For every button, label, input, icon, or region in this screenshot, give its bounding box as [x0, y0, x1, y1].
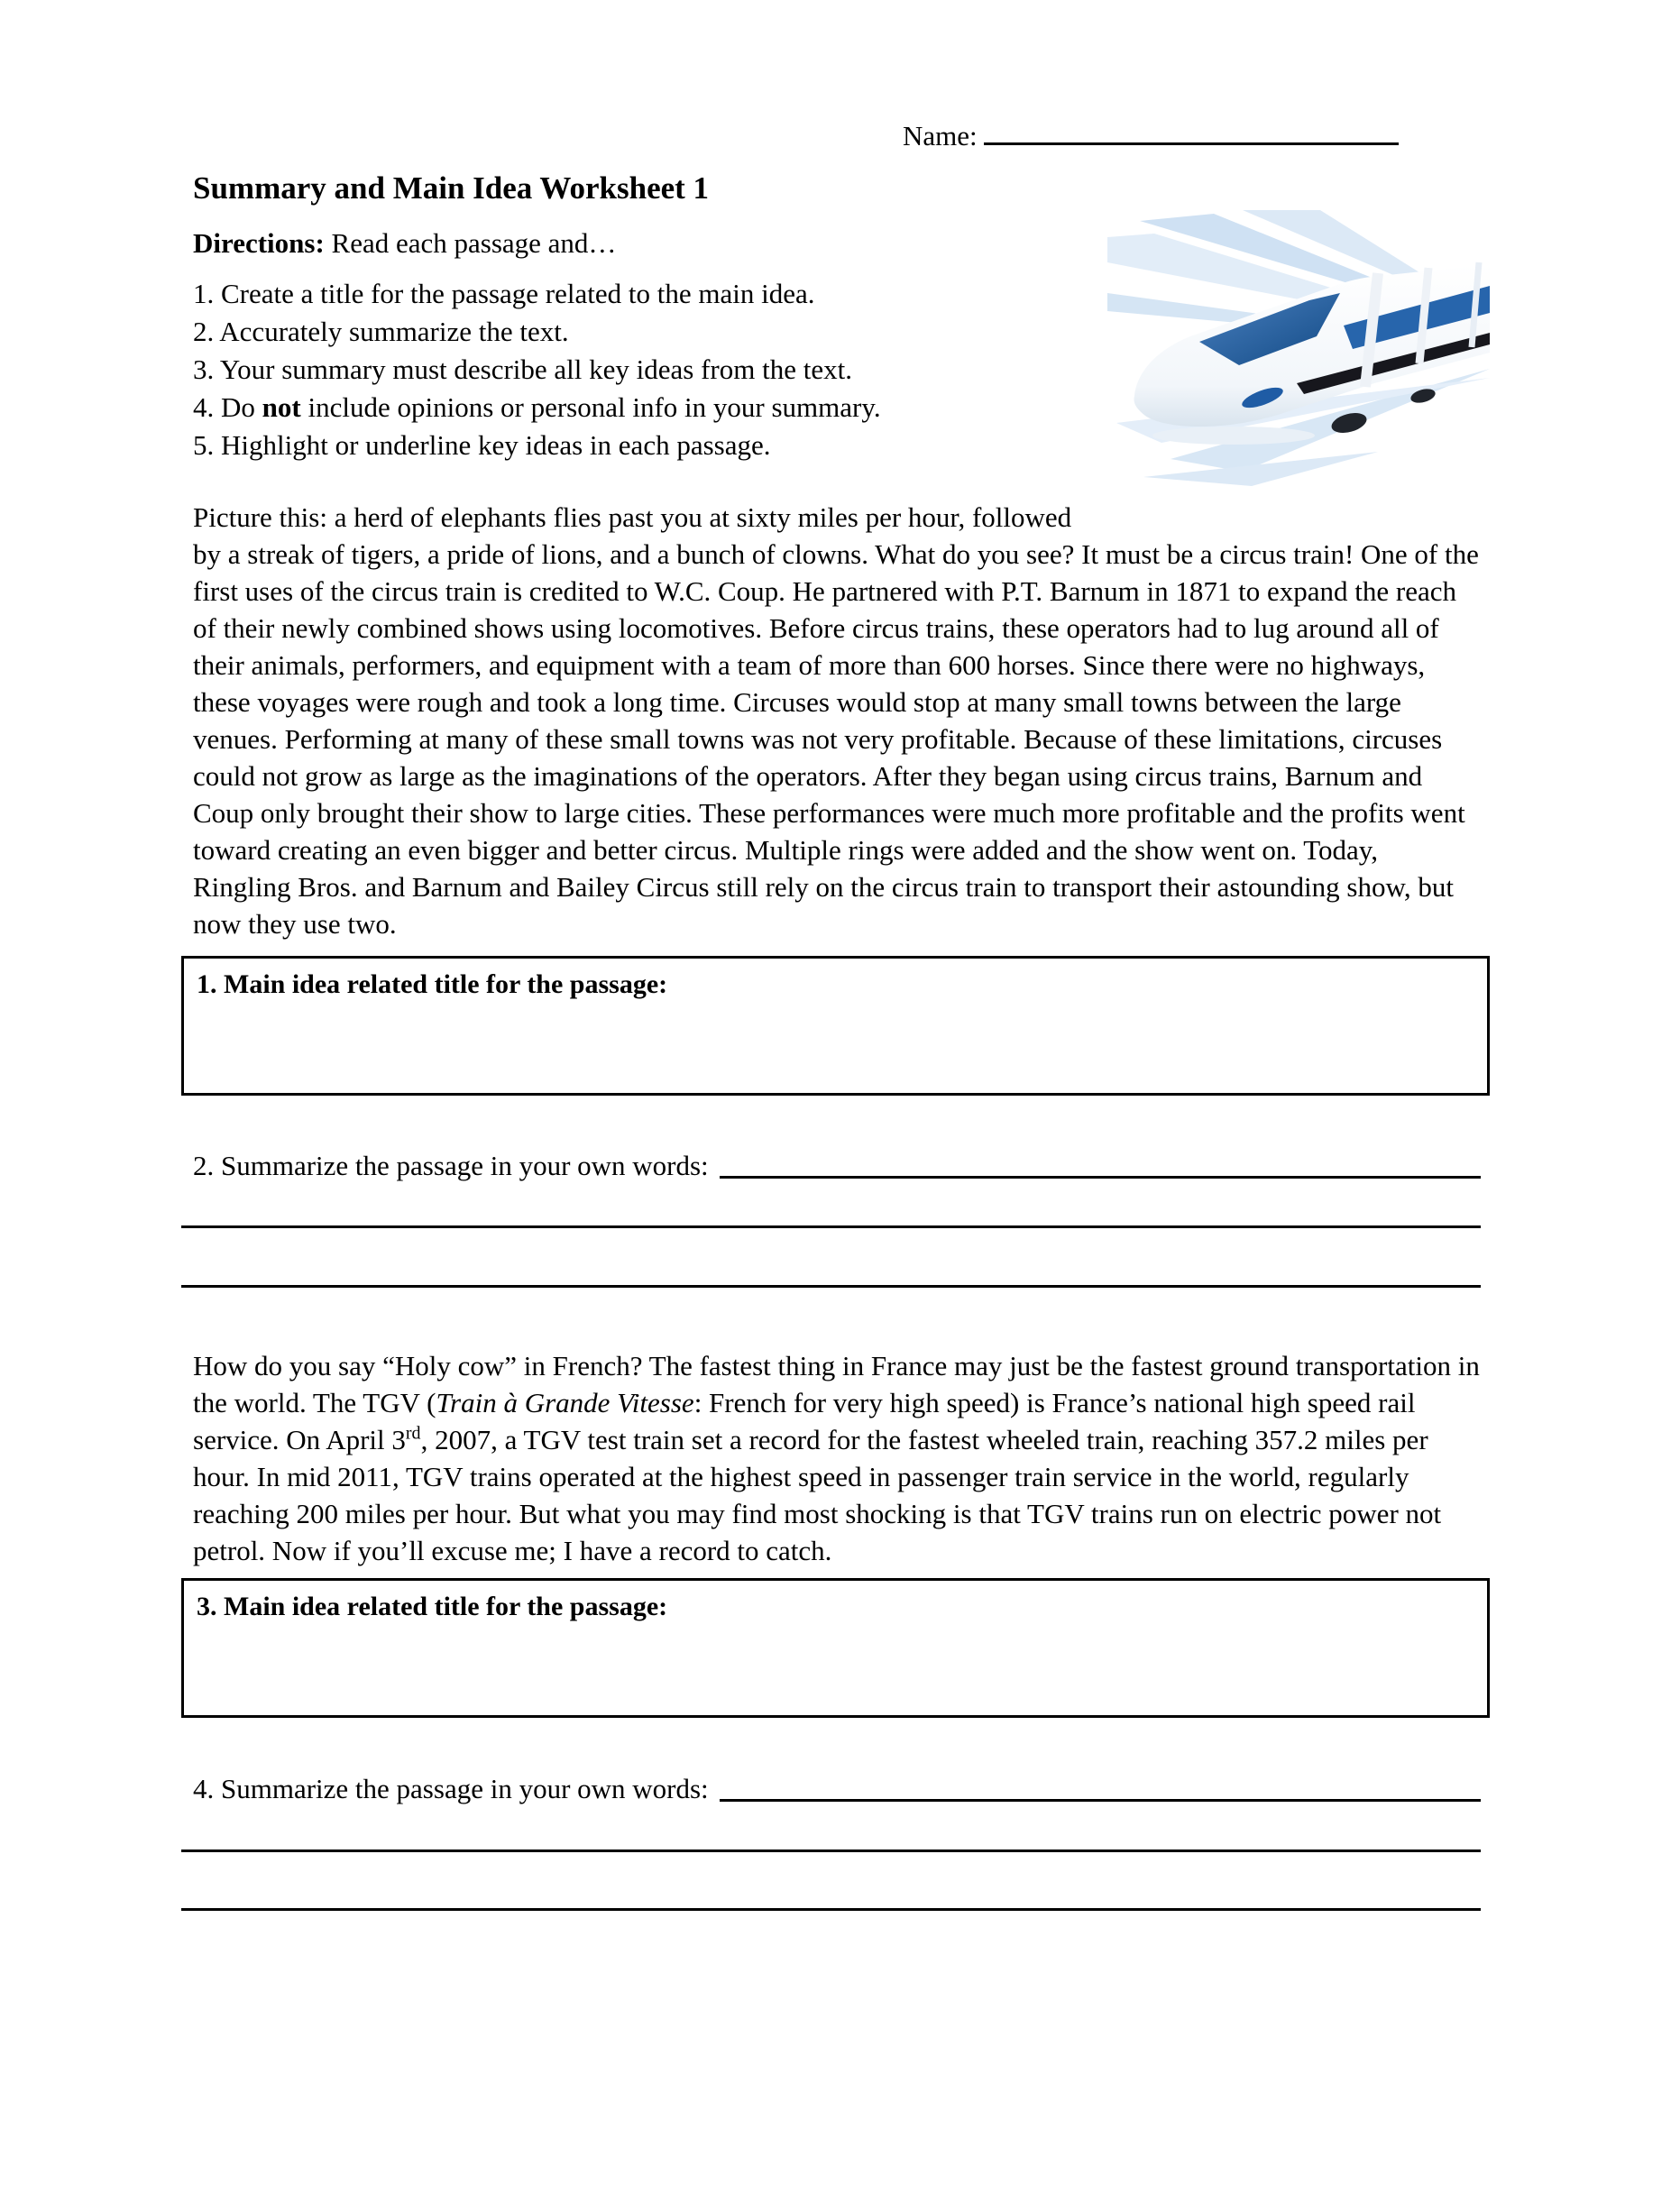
- answer-box-3-label: 3. Main idea related title for the passage:: [197, 1592, 668, 1621]
- instruction-bold: not: [262, 391, 301, 423]
- instruction-text: 1. Create a title for the passage related to the main idea.: [193, 278, 815, 309]
- directions-text: Read each passage and…: [324, 227, 617, 259]
- passage-2: [193, 1347, 1483, 1569]
- page-title: Summary and Main Idea Worksheet 1: [193, 170, 710, 206]
- answer-box-1[interactable]: [181, 956, 1490, 1096]
- instruction-text: include opinions or personal info in your summary.: [300, 391, 881, 423]
- question-4-label: 4. Summarize the passage in your own words:: [193, 1773, 709, 1804]
- instruction-text: 3. Your summary must describe all key ideas from the text.: [193, 353, 852, 385]
- high-speed-train-icon: [1107, 210, 1490, 491]
- writing-line[interactable]: [181, 1908, 1481, 1911]
- passage-1: Picture this: a herd of elephants flies past you at sixty miles per hour, followed by a streak of tigers, a pride of lions, and a bunch of clowns. What do you see? It must be a circus train! One of the first uses of the circus train is credited to W.C. Coup. He partnered with P.T. Barnum in 1871 to expand the reach of their newly combined shows using locomotives. Before circus trains, these operators had to lug around all of their animals, performers, and equipment with a team of more than 600 horses. Since there were no highways, these voyages were rough and took a long time. Circuses would stop at many small towns between the large venues. Performing at many of these small towns was not very profitable. Because of these limitations, circuses could not grow as large as the imaginations of the operators. After they began using circus trains, Barnum and Coup only brought their show to large cities. These performances were much more profitable and the profits went toward creating an even bigger and better circus. Multiple rings were added and the show went on. Today, Ringling Bros. and Barnum and Bailey Circus still rely on the circus train to transport their astounding show, but now they use two.: [193, 501, 1479, 940]
- answer-box-1-label: 1. Main idea related title for the passage:: [197, 969, 668, 999]
- question-2-label: 2. Summarize the passage in your own words:: [193, 1150, 709, 1181]
- passage-2-italic: Train à Grande Vitesse: [436, 1387, 694, 1418]
- question-2-row: [193, 1147, 1481, 1184]
- passage-2-text: How do you say “Holy cow” in French? The fastest thing in France may just be the fastest ground transportation in the world. The TGV (: [193, 1350, 1480, 1418]
- train-illustration: [1107, 210, 1490, 491]
- name-row: [903, 115, 1483, 154]
- writing-line[interactable]: [181, 1849, 1481, 1852]
- question-2-answer-line[interactable]: [720, 1151, 1481, 1179]
- passage-2-text: : French for very high speed) is France’s national high speed rail service. On April 3: [193, 1387, 1416, 1455]
- question-4-answer-line[interactable]: [720, 1774, 1481, 1802]
- question-4-row: [193, 1770, 1481, 1807]
- directions-label: Directions:: [193, 227, 325, 259]
- instruction-text: 4. Do: [193, 391, 262, 423]
- writing-line[interactable]: [181, 1285, 1481, 1288]
- instruction-text: 5. Highlight or underline key ideas in each passage.: [193, 429, 771, 461]
- instruction-text: 2. Accurately summarize the text.: [193, 316, 569, 347]
- writing-line[interactable]: [181, 1225, 1481, 1228]
- passage-2-superscript: rd: [405, 1423, 421, 1444]
- passage-2-text: , 2007, a TGV test train set a record for the fastest wheeled train, reaching 357.2 miles per hour. In mid 2011, TGV trains operated at the highest speed in passenger train service in the world, regularly reaching 200 miles per hour. But what you may find most shocking is that TGV trains run on electric power not petrol. Now if you’ll excuse me; I have a record to catch.: [193, 1424, 1442, 1566]
- answer-box-3[interactable]: [181, 1578, 1490, 1718]
- name-label: Name:: [903, 120, 978, 151]
- train-shadow-icon: [1152, 427, 1315, 445]
- name-input-line[interactable]: [984, 115, 1399, 145]
